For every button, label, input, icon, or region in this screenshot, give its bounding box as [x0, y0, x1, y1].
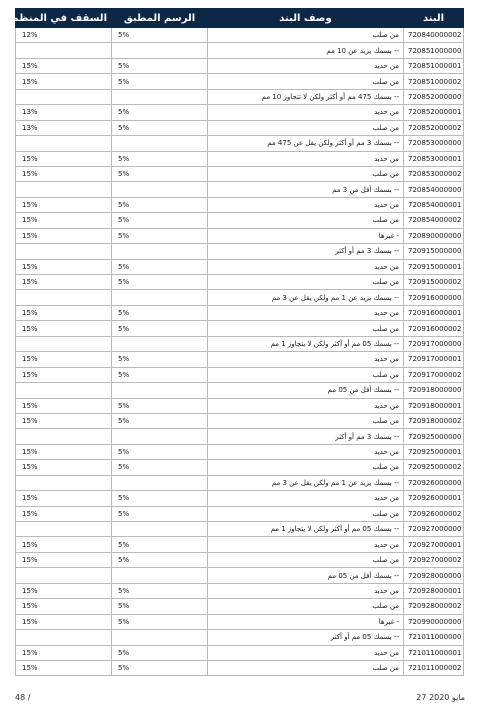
- table-row: [16, 74, 464, 89]
- item-code-cell: 720853000002: [404, 166, 464, 181]
- bound-ceiling-cell: 15%: [16, 228, 112, 243]
- item-description-cell: -- بسمك 05 مم أو أكثر ولكن لا يتجاوز 1 مم: [208, 336, 404, 351]
- applied-rate-cell: 5%: [112, 413, 208, 428]
- applied-rate-cell: 5%: [112, 28, 208, 43]
- bound-ceiling-cell: 15%: [16, 552, 112, 567]
- item-description-cell: من حديد: [208, 398, 404, 413]
- table-row: [16, 197, 464, 212]
- bound-ceiling-cell: 15%: [16, 660, 112, 675]
- applied-rate-cell: 5%: [112, 305, 208, 320]
- bound-ceiling-cell: [16, 568, 112, 583]
- applied-rate-cell: 5%: [112, 444, 208, 459]
- item-code-cell: 720928000000: [404, 568, 464, 583]
- table-row: [16, 583, 464, 598]
- bound-ceiling-cell: 15%: [16, 321, 112, 336]
- item-description-cell: -- بسمك 3 مم أو أكثر: [208, 429, 404, 444]
- item-code-cell: 720915000001: [404, 259, 464, 274]
- item-description-cell: من حديد: [208, 259, 404, 274]
- bound-ceiling-cell: 13%: [16, 120, 112, 135]
- item-description-cell: -- بسمك يزيد عن 1 مم ولكن يقل عن 3 مم: [208, 290, 404, 305]
- bound-ceiling-cell: 15%: [16, 614, 112, 629]
- item-code-cell: 720851000000: [404, 43, 464, 58]
- item-code-cell: 720854000002: [404, 213, 464, 228]
- bound-ceiling-cell: [16, 89, 112, 104]
- item-description-cell: - غيرها: [208, 614, 404, 629]
- header-description: وصف البند: [208, 9, 404, 28]
- item-description-cell: -- بسمك 3 مم أو أكثر ولكن يقل عن 475 مم: [208, 136, 404, 151]
- applied-rate-cell: 5%: [112, 58, 208, 73]
- applied-rate-cell: 5%: [112, 166, 208, 181]
- applied-rate-cell: 5%: [112, 537, 208, 552]
- item-code-cell: 721011000002: [404, 660, 464, 675]
- item-code-cell: 720918000000: [404, 383, 464, 398]
- bound-ceiling-cell: [16, 290, 112, 305]
- bound-ceiling-cell: 15%: [16, 491, 112, 506]
- item-description-cell: من حديد: [208, 58, 404, 73]
- item-code-cell: 720851000002: [404, 74, 464, 89]
- item-description-cell: من حديد: [208, 305, 404, 320]
- table-row: [16, 383, 464, 398]
- applied-rate-cell: 5%: [112, 259, 208, 274]
- table-row: [16, 151, 464, 166]
- applied-rate-cell: [112, 383, 208, 398]
- item-code-cell: 720890000000: [404, 228, 464, 243]
- applied-rate-cell: 5%: [112, 645, 208, 660]
- table-row: [16, 645, 464, 660]
- item-code-cell: 720928000001: [404, 583, 464, 598]
- item-description-cell: من صلب: [208, 120, 404, 135]
- table-row: [16, 552, 464, 567]
- table-row: [16, 244, 464, 259]
- applied-rate-cell: [112, 244, 208, 259]
- item-description-cell: من حديد: [208, 352, 404, 367]
- item-description-cell: من صلب: [208, 321, 404, 336]
- bound-ceiling-cell: 15%: [16, 506, 112, 521]
- item-description-cell: من صلب: [208, 460, 404, 475]
- table-row: [16, 475, 464, 490]
- item-description-cell: من حديد: [208, 444, 404, 459]
- applied-rate-cell: [112, 630, 208, 645]
- bound-ceiling-cell: [16, 429, 112, 444]
- table-body: [16, 28, 464, 676]
- item-code-cell: 720925000001: [404, 444, 464, 459]
- applied-rate-cell: 5%: [112, 213, 208, 228]
- table-row: [16, 614, 464, 629]
- bound-ceiling-cell: 15%: [16, 58, 112, 73]
- applied-rate-cell: 5%: [112, 352, 208, 367]
- table-row: [16, 630, 464, 645]
- bound-ceiling-cell: 15%: [16, 398, 112, 413]
- applied-rate-cell: 5%: [112, 74, 208, 89]
- item-code-cell: 720926000002: [404, 506, 464, 521]
- bound-ceiling-cell: 15%: [16, 583, 112, 598]
- applied-rate-cell: 5%: [112, 599, 208, 614]
- bound-ceiling-cell: [16, 136, 112, 151]
- table-row: [16, 660, 464, 675]
- item-description-cell: من صلب: [208, 166, 404, 181]
- applied-rate-cell: [112, 182, 208, 197]
- item-description-cell: من صلب: [208, 660, 404, 675]
- item-description-cell: من صلب: [208, 552, 404, 567]
- bound-ceiling-cell: 15%: [16, 645, 112, 660]
- table-row: [16, 444, 464, 459]
- table-row: [16, 228, 464, 243]
- item-description-cell: -- بسمك 475 مم أو أكثر ولكن لا تتجاوز 10 مم: [208, 89, 404, 104]
- item-code-cell: 720854000000: [404, 182, 464, 197]
- bound-ceiling-cell: 15%: [16, 305, 112, 320]
- item-code-cell: 720853000001: [404, 151, 464, 166]
- bound-ceiling-cell: 12%: [16, 28, 112, 43]
- item-code-cell: 720852000001: [404, 105, 464, 120]
- applied-rate-cell: 5%: [112, 228, 208, 243]
- item-description-cell: -- بسمك يزيد عن 10 مم: [208, 43, 404, 58]
- bound-ceiling-cell: [16, 244, 112, 259]
- item-code-cell: 720853000000: [404, 136, 464, 151]
- item-description-cell: -- بسمك أقل من 05 مم: [208, 383, 404, 398]
- table-row: [16, 58, 464, 73]
- item-description-cell: -- بسمك أقل من 05 مم: [208, 568, 404, 583]
- bound-ceiling-cell: 15%: [16, 367, 112, 382]
- applied-rate-cell: [112, 89, 208, 104]
- table-row: [16, 506, 464, 521]
- item-code-cell: 720916000002: [404, 321, 464, 336]
- header-applied-rate: الرسم المطبق: [112, 9, 208, 28]
- item-description-cell: من صلب: [208, 74, 404, 89]
- item-code-cell: 720917000000: [404, 336, 464, 351]
- item-description-cell: - غيرها: [208, 228, 404, 243]
- applied-rate-cell: 5%: [112, 105, 208, 120]
- table-row: [16, 259, 464, 274]
- item-code-cell: 720918000002: [404, 413, 464, 428]
- page-number: 48 /: [15, 693, 31, 702]
- item-code-cell: 720927000000: [404, 522, 464, 537]
- header-bound-ceiling: السقف في المنظمة: [16, 9, 112, 28]
- applied-rate-cell: [112, 522, 208, 537]
- applied-rate-cell: [112, 475, 208, 490]
- table-row: [16, 599, 464, 614]
- applied-rate-cell: [112, 568, 208, 583]
- item-code-cell: 720854000001: [404, 197, 464, 212]
- table-row: [16, 352, 464, 367]
- table-row: [16, 522, 464, 537]
- applied-rate-cell: 5%: [112, 552, 208, 567]
- item-code-cell: 720918000001: [404, 398, 464, 413]
- applied-rate-cell: 5%: [112, 151, 208, 166]
- applied-rate-cell: [112, 336, 208, 351]
- bound-ceiling-cell: 15%: [16, 352, 112, 367]
- item-code-cell: 720852000002: [404, 120, 464, 135]
- table-row: [16, 120, 464, 135]
- bound-ceiling-cell: [16, 522, 112, 537]
- page-footer: [15, 693, 465, 707]
- applied-rate-cell: 5%: [112, 321, 208, 336]
- bound-ceiling-cell: [16, 475, 112, 490]
- item-description-cell: من حديد: [208, 151, 404, 166]
- item-description-cell: من حديد: [208, 491, 404, 506]
- table-row: [16, 182, 464, 197]
- item-code-cell: 721011000000: [404, 630, 464, 645]
- item-description-cell: -- بسمك 05 مم أو أكثر: [208, 630, 404, 645]
- item-description-cell: من حديد: [208, 197, 404, 212]
- item-code-cell: 720926000001: [404, 491, 464, 506]
- applied-rate-cell: 5%: [112, 398, 208, 413]
- table-row: [16, 367, 464, 382]
- item-description-cell: من صلب: [208, 506, 404, 521]
- table-row: [16, 460, 464, 475]
- applied-rate-cell: [112, 290, 208, 305]
- applied-rate-cell: 5%: [112, 275, 208, 290]
- applied-rate-cell: 5%: [112, 660, 208, 675]
- table-row: [16, 89, 464, 104]
- table-row: [16, 305, 464, 320]
- table-row: [16, 166, 464, 181]
- item-description-cell: من صلب: [208, 275, 404, 290]
- bound-ceiling-cell: 15%: [16, 166, 112, 181]
- bound-ceiling-cell: [16, 336, 112, 351]
- item-description-cell: -- بسمك 3 مم أو أكثر: [208, 244, 404, 259]
- table-row: [16, 28, 464, 43]
- item-description-cell: من صلب: [208, 599, 404, 614]
- item-description-cell: من حديد: [208, 583, 404, 598]
- applied-rate-cell: 5%: [112, 197, 208, 212]
- bound-ceiling-cell: 15%: [16, 259, 112, 274]
- table-row: [16, 136, 464, 151]
- applied-rate-cell: 5%: [112, 491, 208, 506]
- bound-ceiling-cell: [16, 43, 112, 58]
- item-description-cell: من صلب: [208, 213, 404, 228]
- applied-rate-cell: [112, 43, 208, 58]
- item-description-cell: من صلب: [208, 413, 404, 428]
- header-code: البند: [404, 9, 464, 28]
- table-row: [16, 213, 464, 228]
- tariff-table-container: [6, 8, 463, 676]
- item-code-cell: 720840000002: [404, 28, 464, 43]
- item-code-cell: 720927000001: [404, 537, 464, 552]
- item-code-cell: 720851000001: [404, 58, 464, 73]
- item-code-cell: 720926000000: [404, 475, 464, 490]
- bound-ceiling-cell: 15%: [16, 213, 112, 228]
- applied-rate-cell: 5%: [112, 583, 208, 598]
- item-code-cell: 720915000002: [404, 275, 464, 290]
- item-description-cell: -- بسمك 05 مم أو أكثر ولكن لا يتجاوز 1 مم: [208, 522, 404, 537]
- item-code-cell: 720990000000: [404, 614, 464, 629]
- item-description-cell: -- بسمك أقل من 3 مم: [208, 182, 404, 197]
- bound-ceiling-cell: 15%: [16, 413, 112, 428]
- item-code-cell: 720927000002: [404, 552, 464, 567]
- table-row: [16, 429, 464, 444]
- item-code-cell: 720852000000: [404, 89, 464, 104]
- item-code-cell: 720917000001: [404, 352, 464, 367]
- table-row: [16, 275, 464, 290]
- item-description-cell: من حديد: [208, 105, 404, 120]
- applied-rate-cell: [112, 136, 208, 151]
- applied-rate-cell: 5%: [112, 120, 208, 135]
- table-row: [16, 537, 464, 552]
- item-description-cell: -- بسمك يزيد عن 1 مم ولكن يقل عن 3 مم: [208, 475, 404, 490]
- bound-ceiling-cell: 15%: [16, 444, 112, 459]
- item-code-cell: 721011000001: [404, 645, 464, 660]
- item-code-cell: 720915000000: [404, 244, 464, 259]
- item-description-cell: من صلب: [208, 367, 404, 382]
- table-row: [16, 43, 464, 58]
- bound-ceiling-cell: 15%: [16, 74, 112, 89]
- applied-rate-cell: 5%: [112, 460, 208, 475]
- item-code-cell: 720917000002: [404, 367, 464, 382]
- item-code-cell: 720925000000: [404, 429, 464, 444]
- tariff-table: [6, 8, 464, 676]
- bound-ceiling-cell: 15%: [16, 460, 112, 475]
- table-row: [16, 413, 464, 428]
- item-description-cell: من حديد: [208, 537, 404, 552]
- item-description-cell: من حديد: [208, 645, 404, 660]
- table-row: [16, 568, 464, 583]
- bound-ceiling-cell: 15%: [16, 151, 112, 166]
- bound-ceiling-cell: [16, 383, 112, 398]
- table-row: [16, 105, 464, 120]
- item-code-cell: 720916000000: [404, 290, 464, 305]
- table-row: [16, 290, 464, 305]
- table-row: [16, 336, 464, 351]
- applied-rate-cell: 5%: [112, 506, 208, 521]
- bound-ceiling-cell: 15%: [16, 197, 112, 212]
- publication-date: 27 مايو 2020: [416, 693, 465, 702]
- applied-rate-cell: [112, 429, 208, 444]
- bound-ceiling-cell: 13%: [16, 105, 112, 120]
- item-description-cell: من صلب: [208, 28, 404, 43]
- bound-ceiling-cell: 15%: [16, 537, 112, 552]
- table-row: [16, 398, 464, 413]
- bound-ceiling-cell: 15%: [16, 599, 112, 614]
- table-header-row: [16, 9, 464, 28]
- table-row: [16, 321, 464, 336]
- bound-ceiling-cell: 15%: [16, 275, 112, 290]
- table-row: [16, 491, 464, 506]
- item-code-cell: 720925000002: [404, 460, 464, 475]
- bound-ceiling-cell: [16, 630, 112, 645]
- applied-rate-cell: 5%: [112, 367, 208, 382]
- bound-ceiling-cell: [16, 182, 112, 197]
- item-code-cell: 720928000002: [404, 599, 464, 614]
- item-code-cell: 720916000001: [404, 305, 464, 320]
- applied-rate-cell: 5%: [112, 614, 208, 629]
